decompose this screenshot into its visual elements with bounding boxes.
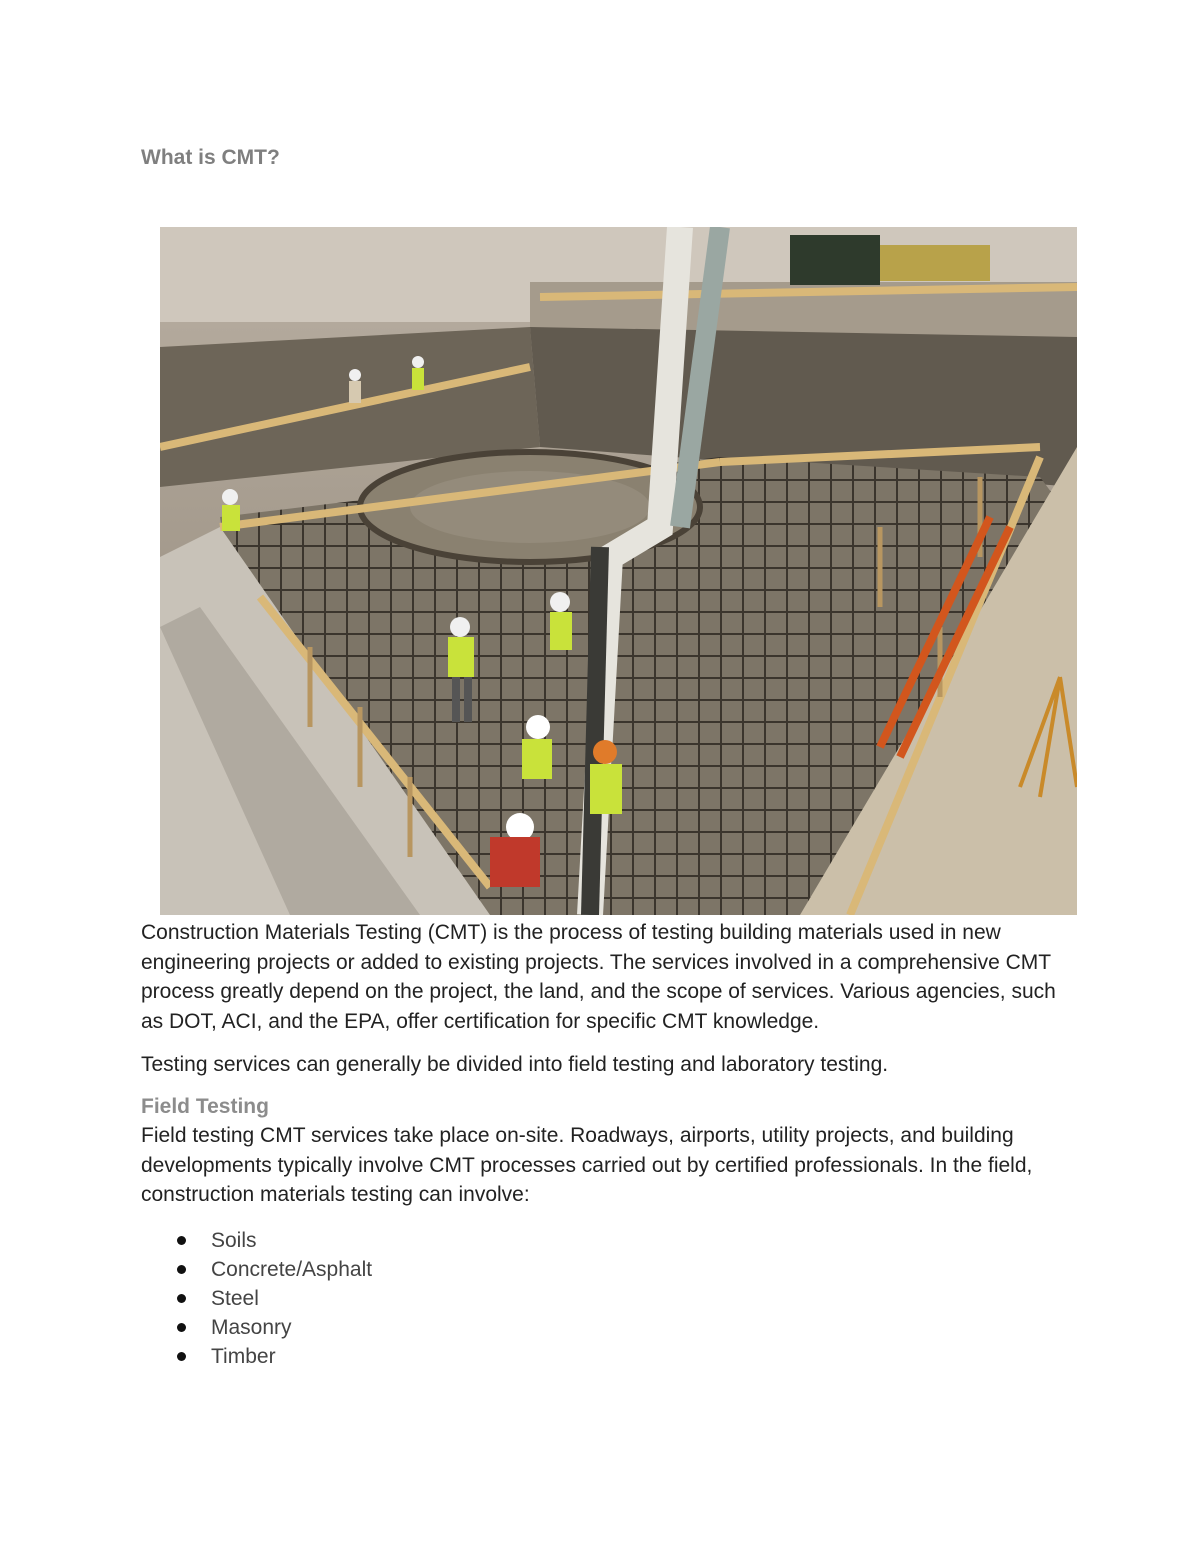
divide-paragraph: Testing services can generally be divided into field testing and laboratory testing. <box>141 1053 889 1076</box>
construction-site-photo <box>160 227 1077 915</box>
bullet-icon <box>177 1294 186 1303</box>
bullet-icon <box>177 1352 186 1361</box>
intro-paragraph: Construction Materials Testing (CMT) is the process of testing building materials used in new engineering projects or added to existing projects. The services involved in a comprehensive CMT process greatly depend on the project, the land, and the scope of services. Various agencies, such as DOT, ACI, and the EPA, offer certification for specific CMT knowledge. <box>141 921 1056 1033</box>
field-testing-heading: Field Testing <box>141 1094 269 1118</box>
materials-list <box>141 1226 1081 1371</box>
bullet-icon <box>177 1265 186 1274</box>
list-item: Steel <box>141 1284 1081 1313</box>
list-item: Timber <box>141 1342 1081 1371</box>
list-item: Soils <box>141 1226 1081 1255</box>
document-body <box>141 918 1081 1371</box>
page-title: What is CMT? <box>141 146 280 169</box>
bullet-icon <box>177 1323 186 1332</box>
field-testing-paragraph: Field testing CMT services take place on-site. Roadways, airports, utility projects, and building developments typically involve CMT processes carried out by certified professionals. In the field, construction materials testing can involve: <box>141 1124 1033 1206</box>
bullet-icon <box>177 1236 186 1245</box>
list-item: Concrete/Asphalt <box>141 1255 1081 1284</box>
list-item: Masonry <box>141 1313 1081 1342</box>
construction-site-illustration <box>160 227 1077 915</box>
